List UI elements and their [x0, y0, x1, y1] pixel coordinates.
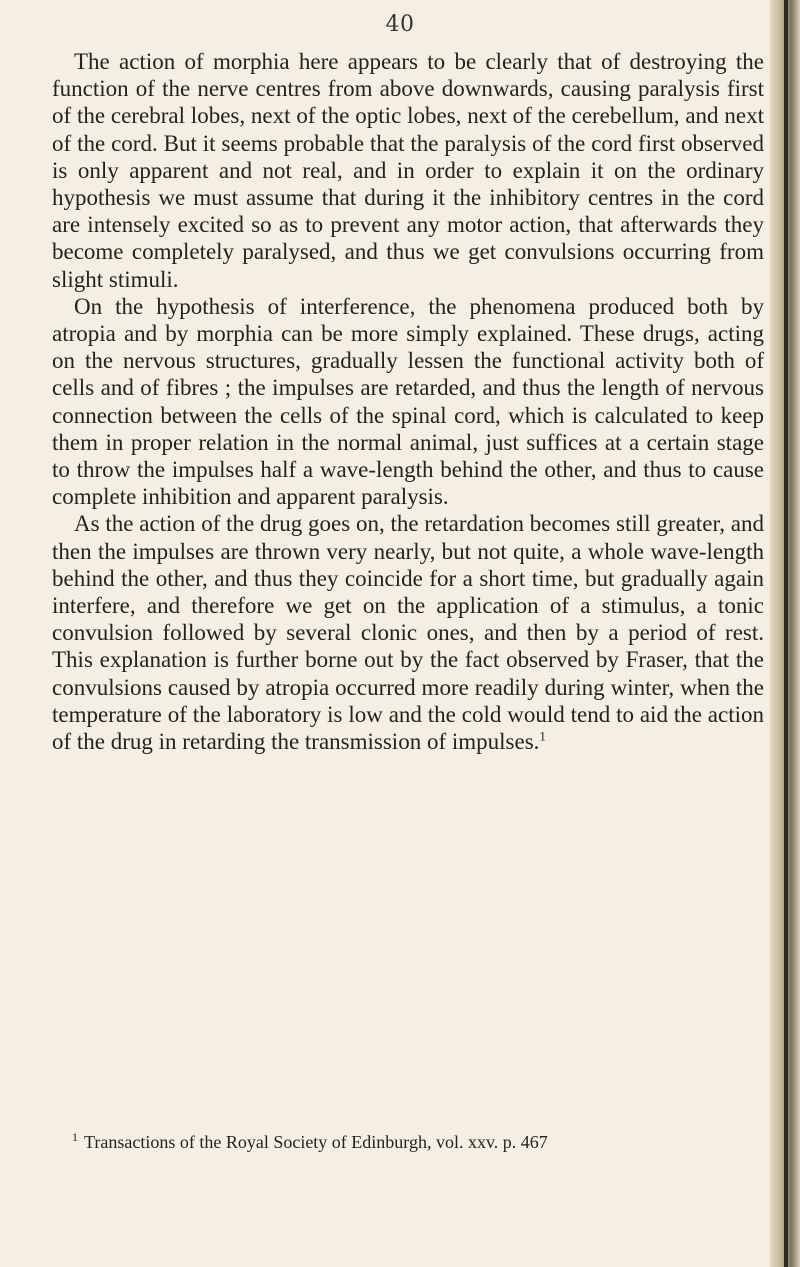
paragraph-retardation [52, 510, 764, 755]
page-number: 40 [385, 12, 415, 37]
paragraph-retardation-text: As the action of the drug goes on, the retardation becomes still greater, and then the impulses are thrown very nearly, but not quite, a whole wave-length behind the other, and thus they coincide for a short time, but gradually again interfere, and therefore we get on the application of a stimulus, a tonic convulsion followed by several clonic ones, and then by a period of rest. This explanation is further borne out by the fact observed by Fraser, that the convulsions caused by atropia occurred more readily during winter, when the temperature of the laboratory is low and the cold would tend to aid the action of the drug in retarding the transmission of impulses. [52, 511, 764, 755]
footnote-mark: 1 [72, 1130, 78, 1144]
footnote [72, 1125, 762, 1154]
paragraph-interference-hypothesis: On the hypothesis of interference, the phenomena produced both by atropia and by morphia can be more simply explained. These drugs, acting on the nervous structures, gradually lessen the functional activity both of cells and of fibres ; the impulses are retarded, and thus the length of nervous connection between the cells of the spinal cord, which is calculated to keep them in proper relation in the normal animal, just suffices at a certain stage to throw the impulses half a wave-length behind the other, and thus to cause complete inhibition and apparent paralysis. [52, 293, 764, 510]
footnote-reference: 1 [539, 728, 546, 744]
binding-edge [784, 0, 788, 1267]
paragraph-morphia-action: The action of morphia here appears to be clearly that of destroying the function of the nerve centres from above downwards, causing paralysis first of the cerebral lobes, next of the optic lobes, next of the cerebellum, and next of the cord. But it seems probable that the paralysis of the cord first observed is only apparent and not real, and in order to explain it on the ordinary hypothesis we must assume that during it the inhibitory centres in the cord are intensely excited so as to prevent any motor action, that afterwards they become completely paralysed, and thus we get convulsions occurring from slight stimuli. [52, 49, 764, 292]
footnote-text: Transactions of the Royal Society of Edinburgh, vol. xxv. p. 467 [84, 1132, 548, 1152]
body-text [52, 48, 764, 755]
